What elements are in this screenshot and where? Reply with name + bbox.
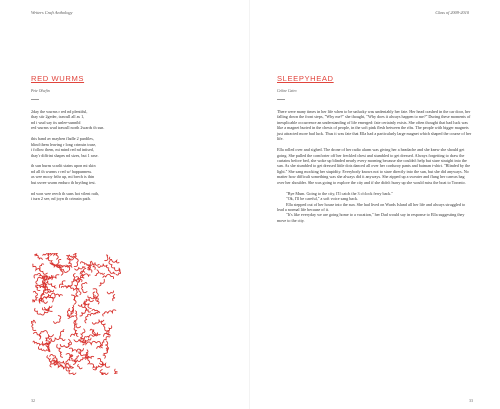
worm-squiggle — [92, 320, 104, 325]
worm-squiggle — [108, 326, 112, 334]
stanza-4: nd won wee reech th suns hot vilent rath, i turn 2 see, nd joyn th crimsin path. — [31, 190, 99, 202]
worm-squiggle — [33, 296, 38, 302]
page-number-left: 32 — [31, 398, 35, 403]
worm-squiggle — [116, 268, 121, 275]
worm-squiggle — [105, 255, 108, 261]
worm-squiggle — [71, 334, 76, 337]
stanza-3: th sun burns scarlit stains upon mi skin nd all th wurms r red w/ happunness. as wee mooy frthr up, mi brech is thin but uvree wurm enduro th brythng test. — [31, 163, 96, 185]
poem-author: Pete Olsefin — [31, 89, 50, 93]
worm-squiggle — [87, 299, 94, 302]
running-head-left: Writers Craft Anthology — [31, 10, 73, 15]
worm-squiggle — [88, 296, 95, 299]
page-number-right: 33 — [469, 398, 473, 403]
worm-squiggle — [48, 257, 60, 266]
worm-squiggle — [40, 264, 48, 275]
worm-squiggle — [82, 282, 87, 292]
worm-squiggle — [108, 269, 115, 274]
worm-squiggle — [100, 273, 105, 275]
worm-squiggle — [101, 337, 110, 348]
right-page — [250, 0, 500, 409]
dialogue-4: "It's like everyday we are going home to a vacation," her Dad would say in response to Ella suggesting they move to the city. — [277, 212, 465, 223]
worm-squiggle — [90, 364, 96, 369]
red-wurms-illustration — [31, 253, 121, 375]
worm-squiggle — [35, 254, 43, 259]
worm-squiggle — [50, 354, 57, 360]
worm-squiggle — [107, 291, 113, 294]
title-rule — [277, 99, 285, 100]
worm-squiggle — [66, 280, 74, 287]
worm-squiggle — [33, 291, 37, 295]
worm-squiggle — [51, 293, 62, 297]
worm-squiggle — [48, 253, 58, 259]
running-head-right: Class of 2009-2010 — [435, 10, 469, 15]
paragraph-1: There were many times in her life when to be unlucky was undeniably her fate. Her head crashed in the car door, her falling down the front steps, "Why me?" she thought, "Why does it always happen to me?" During these moments of inexplicable occurrence an understanding of life emerged: fate certainly exists. She often thought that bad luck was like a magnet buried in the chests of people, in the soft pink flesh between the ribs. The people with bigger magnets just attracted more bad luck. Thus it was fate that Ella had a particularly large magnet which shaped the course of her life. — [277, 109, 472, 142]
worm-squiggle — [78, 365, 82, 369]
stanza-1: 2day the wurms r red nd plentiful, thay stir 2geder, trawull all as 1, nd i wud say its unlee-sunnibl red wurms wud trawull north 2wards th sun. — [31, 109, 105, 131]
worm-squiggle — [54, 316, 61, 324]
worm-squiggle — [74, 355, 79, 364]
worm-squiggle — [115, 369, 118, 374]
title-rule — [31, 99, 39, 100]
worm-squiggle — [99, 279, 104, 286]
worm-squiggle — [43, 253, 49, 259]
worm-squiggle — [74, 339, 81, 342]
worm-squiggle — [60, 330, 65, 341]
worm-squiggle — [103, 310, 116, 316]
story-author: Celine Cairo — [277, 89, 297, 93]
worm-squiggle — [66, 356, 73, 363]
worm-squiggle — [74, 289, 79, 301]
worm-squiggle — [101, 321, 109, 335]
poem-title: RED WURMS — [31, 74, 85, 83]
worm-squiggle — [31, 320, 36, 330]
worm-squiggle — [38, 347, 48, 351]
worm-squiggle — [33, 341, 43, 346]
worm-squiggle — [103, 348, 109, 359]
worm-squiggle — [93, 262, 100, 269]
worm-squiggle — [45, 290, 54, 293]
paragraph-2: Ella rolled over and sighed. The drone of her radio alarm was giving her a headache and she knew she should get going. She pulled the comforter off her freckled chest and stumbled to get dressed. Always forgetting to draw the curtains before bed, she woke up blinded nearly every morning because she couldn't help but stare straight into the sun. As she stumbled to get dressed little dots danced all over her corduroy pants and batman t-shirt. "Blinded by the light." She sang mocking her stupidity. Everybody knows not to stare directly into the sun, but she did anyways. No matter how difficult something was she always did it anyways. She zipped up a sweater and flung her canvas bag over her shoulder. She was going to explore the city and if she didn't hurry up she would miss the boat to Toronto. — [277, 147, 471, 185]
dialogue-3: Ella stepped out of her house into the sun. She had lived on Wards Island all her life and always struggled to lead a normal life because of it. — [277, 201, 466, 213]
worm-squiggle — [100, 370, 108, 375]
poem-body — [31, 109, 219, 207]
worm-squiggle — [74, 311, 77, 323]
worm-squiggle — [103, 274, 114, 278]
story-title: SLEEPYHEAD — [277, 74, 334, 83]
worm-squiggle — [113, 295, 115, 301]
story-body — [277, 109, 472, 223]
worm-squiggle — [109, 257, 119, 263]
dialogue-1: "Bye Mum. Going to the city, I'll catch the 3 o'clock ferry back." — [286, 190, 394, 196]
stanza-2: this band av mayben fladle 2 pardiles, blind them leaving r long crimsin trase, i follow them, mi mind red nd intised, thay'r diffrint shapes nd sizes, but 1 rase. — [31, 136, 99, 158]
dialogue-2: "Ok, I'll be careful," a soft voice sang back. — [286, 196, 359, 202]
worm-squiggle — [85, 314, 90, 323]
worm-squiggle — [95, 270, 99, 276]
